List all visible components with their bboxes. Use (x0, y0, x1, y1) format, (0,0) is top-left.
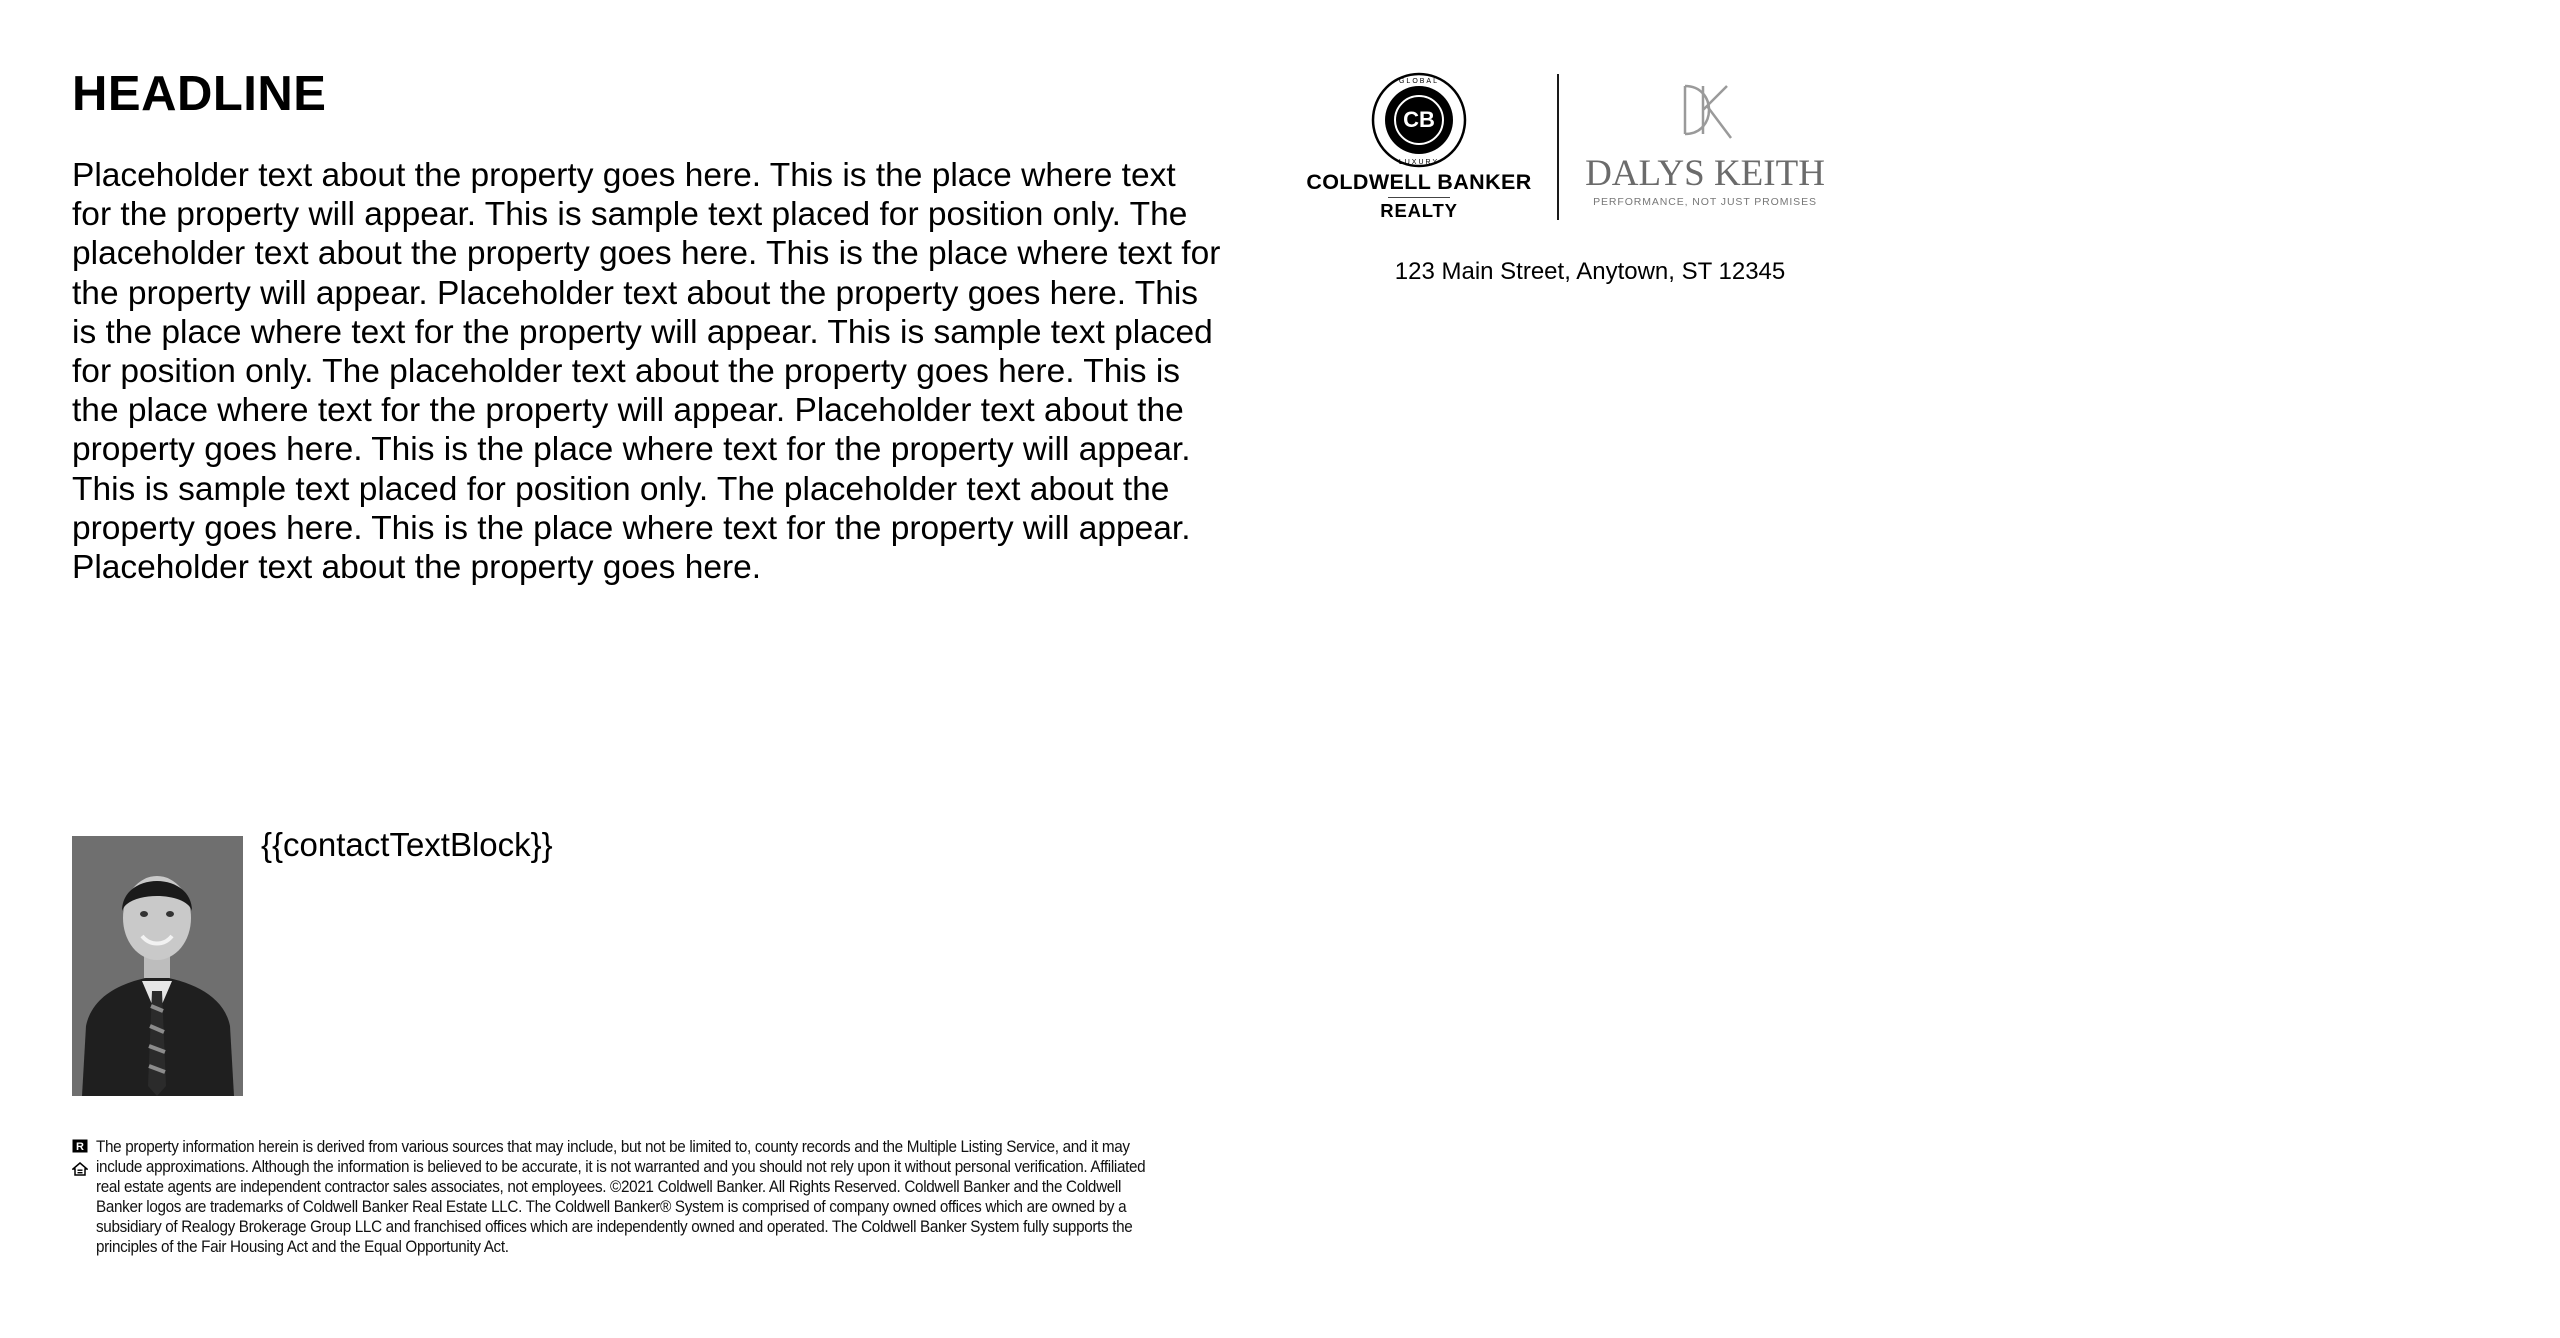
agent-photo (72, 836, 243, 1096)
disclaimer-icons (72, 1139, 90, 1181)
wordmark-divider (1388, 197, 1450, 198)
legal-disclaimer: The property information herein is derived from various sources that may include, but not be limited to, county records and the Multiple Listing Service, and it may include approximations. Although the information is believed to be accurate, it is not warranted and you should not rely upon it without personal verification. Affiliated real estate agents are independent contractor sales associates, not employees. ©2021 Coldwell Banker. All Rights Reserved. Coldwell Banker and the Coldwell Banker logos are trademarks of Coldwell Banker Real Estate LLC. The Coldwell Banker® System is comprised of company owned offices which are owned by a subsidiary of Realogy Brokerage Group LLC and franchised offices which are independently owned and operated. The Coldwell Banker System fully supports the principles of the Fair Housing Act and the Equal Opportunity Act. (96, 1138, 1146, 1256)
dalys-keith-monogram-icon (1677, 82, 1737, 142)
property-description: Placeholder text about the property goes here. This is the place where text for the property will appear. This is sample text placed for position only. The placeholder text about the property goes here. This is the place where text for the property will appear. Placeholder text about the property goes here. This is the place where text for the property will appear. This is sample text placed for position only. The placeholder text about the property goes here. This is the place where text for the property will appear. Placeholder text about the property goes here. This is the place where text for the property will appear. This is sample text placed for position only. The placeholder text about the property goes here. This is the place where text for the property will appear. Placeholder text about the property goes here. (72, 157, 1221, 587)
headline: HEADLINE (72, 67, 327, 121)
equal-housing-icon (72, 1162, 88, 1176)
dalys-keith-tagline: PERFORMANCE, NOT JUST PROMISES (1593, 196, 1817, 208)
logo-divider (1557, 74, 1559, 220)
svg-text:GLOBAL: GLOBAL (1398, 78, 1440, 85)
dalys-keith-wordmark: DALYS KEITH (1585, 153, 1825, 194)
svg-text:LUXURY: LUXURY (1398, 159, 1440, 166)
realtor-icon (72, 1139, 88, 1153)
svg-text:R: R (76, 1141, 84, 1153)
office-address: 123 Main Street, Anytown, ST 12345 (1394, 258, 1786, 285)
realty-wordmark: REALTY (1380, 200, 1458, 221)
brand-logos (1300, 70, 1825, 230)
svg-text:CB: CB (1403, 107, 1435, 132)
coldwell-banker-wordmark: COLDWELL BANKER (1306, 170, 1532, 194)
contact-text-block: {{contactTextBlock}} (261, 826, 553, 863)
coldwell-banker-global-luxury-seal-icon (1371, 72, 1467, 168)
